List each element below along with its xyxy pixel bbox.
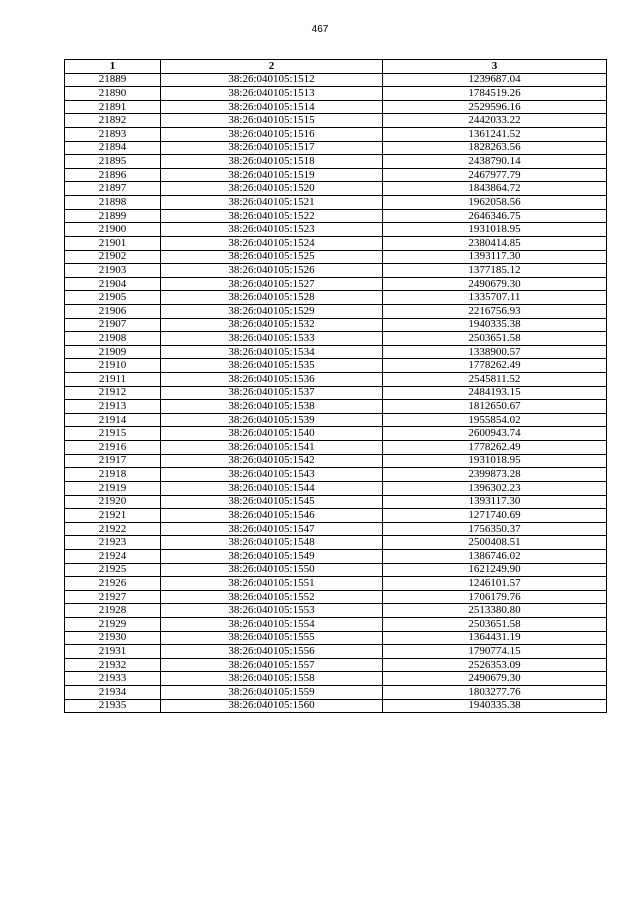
row-number-cell: 21931 [65, 645, 161, 659]
value-cell: 2484193.15 [383, 386, 607, 400]
table-row [65, 141, 607, 155]
value-cell: 1955854.02 [383, 413, 607, 427]
value-cell: 2503651.58 [383, 332, 607, 346]
row-number-cell: 21897 [65, 182, 161, 196]
column-header-1: 1 [65, 60, 161, 74]
table-row [65, 645, 607, 659]
row-number-cell: 21918 [65, 468, 161, 482]
row-number-cell: 21932 [65, 658, 161, 672]
table-row [65, 549, 607, 563]
cadastral-number-cell: 38:26:040105:1526 [161, 264, 383, 278]
cadastral-number-cell: 38:26:040105:1529 [161, 304, 383, 318]
table-row [65, 345, 607, 359]
row-number-cell: 21926 [65, 577, 161, 591]
value-cell: 1377185.12 [383, 264, 607, 278]
table-row [65, 318, 607, 332]
cadastral-number-cell: 38:26:040105:1553 [161, 604, 383, 618]
table-row [65, 441, 607, 455]
value-cell: 1335707.11 [383, 291, 607, 305]
cadastral-number-cell: 38:26:040105:1518 [161, 155, 383, 169]
table-row [65, 536, 607, 550]
table-row [65, 182, 607, 196]
table-row [65, 563, 607, 577]
value-cell: 1386746.02 [383, 549, 607, 563]
cadastral-number-cell: 38:26:040105:1535 [161, 359, 383, 373]
row-number-cell: 21935 [65, 699, 161, 713]
table-row [65, 264, 607, 278]
value-cell: 1790774.15 [383, 645, 607, 659]
cadastral-number-cell: 38:26:040105:1538 [161, 400, 383, 414]
cadastral-number-cell: 38:26:040105:1524 [161, 236, 383, 250]
cadastral-number-cell: 38:26:040105:1546 [161, 509, 383, 523]
row-number-cell: 21902 [65, 250, 161, 264]
cadastral-number-cell: 38:26:040105:1559 [161, 686, 383, 700]
row-number-cell: 21919 [65, 481, 161, 495]
value-cell: 1812650.67 [383, 400, 607, 414]
row-number-cell: 21908 [65, 332, 161, 346]
value-cell: 1361241.52 [383, 128, 607, 142]
cadastral-number-cell: 38:26:040105:1525 [161, 250, 383, 264]
cadastral-number-cell: 38:26:040105:1533 [161, 332, 383, 346]
value-cell: 1828263.56 [383, 141, 607, 155]
cadastral-number-cell: 38:26:040105:1548 [161, 536, 383, 550]
row-number-cell: 21896 [65, 168, 161, 182]
value-cell: 1393117.30 [383, 495, 607, 509]
row-number-cell: 21914 [65, 413, 161, 427]
value-cell: 2490679.30 [383, 277, 607, 291]
value-cell: 2399873.28 [383, 468, 607, 482]
row-number-cell: 21934 [65, 686, 161, 700]
cadastral-number-cell: 38:26:040105:1541 [161, 441, 383, 455]
row-number-cell: 21913 [65, 400, 161, 414]
row-number-cell: 21892 [65, 114, 161, 128]
row-number-cell: 21920 [65, 495, 161, 509]
value-cell: 2646346.75 [383, 209, 607, 223]
cadastral-number-cell: 38:26:040105:1556 [161, 645, 383, 659]
row-number-cell: 21927 [65, 590, 161, 604]
row-number-cell: 21901 [65, 236, 161, 250]
value-cell: 2503651.58 [383, 617, 607, 631]
value-cell: 2380414.85 [383, 236, 607, 250]
cadastral-number-cell: 38:26:040105:1544 [161, 481, 383, 495]
table-row [65, 386, 607, 400]
table-row [65, 454, 607, 468]
table-row [65, 73, 607, 87]
table-row [65, 250, 607, 264]
row-number-cell: 21917 [65, 454, 161, 468]
cadastral-number-cell: 38:26:040105:1545 [161, 495, 383, 509]
cadastral-number-cell: 38:26:040105:1534 [161, 345, 383, 359]
table-header [65, 60, 607, 74]
value-cell: 1364431.19 [383, 631, 607, 645]
page-number: 467 [311, 24, 329, 35]
table-row [65, 617, 607, 631]
table-row [65, 468, 607, 482]
table-row [65, 332, 607, 346]
row-number-cell: 21909 [65, 345, 161, 359]
row-number-cell: 21900 [65, 223, 161, 237]
row-number-cell: 21898 [65, 196, 161, 210]
table-row [65, 168, 607, 182]
value-cell: 1396302.23 [383, 481, 607, 495]
table-row [65, 100, 607, 114]
cadastral-number-cell: 38:26:040105:1523 [161, 223, 383, 237]
cadastral-number-cell: 38:26:040105:1543 [161, 468, 383, 482]
value-cell: 1621249.90 [383, 563, 607, 577]
value-cell: 2467977.79 [383, 168, 607, 182]
column-header-3: 3 [383, 60, 607, 74]
table-row [65, 277, 607, 291]
row-number-cell: 21923 [65, 536, 161, 550]
value-cell: 2526353.09 [383, 658, 607, 672]
table-row [65, 577, 607, 591]
table-row [65, 481, 607, 495]
cadastral-number-cell: 38:26:040105:1528 [161, 291, 383, 305]
value-cell: 1246101.57 [383, 577, 607, 591]
table-row [65, 291, 607, 305]
table-row [65, 236, 607, 250]
value-cell: 1393117.30 [383, 250, 607, 264]
table-row [65, 209, 607, 223]
row-number-cell: 21924 [65, 549, 161, 563]
value-cell: 1778262.49 [383, 441, 607, 455]
value-cell: 1931018.95 [383, 454, 607, 468]
value-cell: 1706179.76 [383, 590, 607, 604]
table-row [65, 495, 607, 509]
cadastral-number-cell: 38:26:040105:1512 [161, 73, 383, 87]
row-number-cell: 21895 [65, 155, 161, 169]
cadastral-number-cell: 38:26:040105:1515 [161, 114, 383, 128]
value-cell: 1962058.56 [383, 196, 607, 210]
table-row [65, 373, 607, 387]
row-number-cell: 21933 [65, 672, 161, 686]
value-cell: 1784519.26 [383, 87, 607, 101]
cadastral-number-cell: 38:26:040105:1542 [161, 454, 383, 468]
table-row [65, 658, 607, 672]
table-row [65, 114, 607, 128]
row-number-cell: 21910 [65, 359, 161, 373]
value-cell: 1940335.38 [383, 318, 607, 332]
row-number-cell: 21916 [65, 441, 161, 455]
cadastral-number-cell: 38:26:040105:1521 [161, 196, 383, 210]
row-number-cell: 21893 [65, 128, 161, 142]
table-row [65, 509, 607, 523]
row-number-cell: 21899 [65, 209, 161, 223]
cadastral-number-cell: 38:26:040105:1522 [161, 209, 383, 223]
row-number-cell: 21907 [65, 318, 161, 332]
table-row [65, 155, 607, 169]
table-row [65, 631, 607, 645]
table-row [65, 672, 607, 686]
row-number-cell: 21890 [65, 87, 161, 101]
cadastral-number-cell: 38:26:040105:1519 [161, 168, 383, 182]
cadastral-number-cell: 38:26:040105:1550 [161, 563, 383, 577]
row-number-cell: 21905 [65, 291, 161, 305]
cadastral-number-cell: 38:26:040105:1547 [161, 522, 383, 536]
table-row [65, 223, 607, 237]
row-number-cell: 21922 [65, 522, 161, 536]
table-row [65, 604, 607, 618]
value-cell: 2216756.93 [383, 304, 607, 318]
value-cell: 1271740.69 [383, 509, 607, 523]
table-row [65, 413, 607, 427]
value-cell: 2500408.51 [383, 536, 607, 550]
cadastral-number-cell: 38:26:040105:1536 [161, 373, 383, 387]
cadastral-number-cell: 38:26:040105:1554 [161, 617, 383, 631]
cadastral-number-cell: 38:26:040105:1558 [161, 672, 383, 686]
cadastral-number-cell: 38:26:040105:1549 [161, 549, 383, 563]
table-row [65, 304, 607, 318]
value-cell: 1338900.57 [383, 345, 607, 359]
value-cell: 1843864.72 [383, 182, 607, 196]
row-number-cell: 21911 [65, 373, 161, 387]
cadastral-number-cell: 38:26:040105:1532 [161, 318, 383, 332]
value-cell: 2545811.52 [383, 373, 607, 387]
table-row [65, 400, 607, 414]
row-number-cell: 21929 [65, 617, 161, 631]
data-table [64, 59, 607, 713]
value-cell: 1803277.76 [383, 686, 607, 700]
table-row [65, 87, 607, 101]
table-row [65, 359, 607, 373]
value-cell: 1778262.49 [383, 359, 607, 373]
column-header-2: 2 [161, 60, 383, 74]
cadastral-number-cell: 38:26:040105:1514 [161, 100, 383, 114]
row-number-cell: 21904 [65, 277, 161, 291]
row-number-cell: 21912 [65, 386, 161, 400]
value-cell: 1940335.38 [383, 699, 607, 713]
value-cell: 1931018.95 [383, 223, 607, 237]
cadastral-number-cell: 38:26:040105:1513 [161, 87, 383, 101]
value-cell: 1239687.04 [383, 73, 607, 87]
cadastral-number-cell: 38:26:040105:1560 [161, 699, 383, 713]
table-body [65, 73, 607, 713]
cadastral-number-cell: 38:26:040105:1555 [161, 631, 383, 645]
cadastral-number-cell: 38:26:040105:1520 [161, 182, 383, 196]
cadastral-number-cell: 38:26:040105:1517 [161, 141, 383, 155]
value-cell: 2529596.16 [383, 100, 607, 114]
value-cell: 1756350.37 [383, 522, 607, 536]
cadastral-number-cell: 38:26:040105:1551 [161, 577, 383, 591]
value-cell: 2600943.74 [383, 427, 607, 441]
table-row [65, 590, 607, 604]
value-cell: 2442033.22 [383, 114, 607, 128]
row-number-cell: 21915 [65, 427, 161, 441]
table-row [65, 686, 607, 700]
value-cell: 2490679.30 [383, 672, 607, 686]
value-cell: 2513380.80 [383, 604, 607, 618]
row-number-cell: 21925 [65, 563, 161, 577]
table-row [65, 427, 607, 441]
row-number-cell: 21903 [65, 264, 161, 278]
cadastral-number-cell: 38:26:040105:1516 [161, 128, 383, 142]
cadastral-number-cell: 38:26:040105:1539 [161, 413, 383, 427]
table-row [65, 522, 607, 536]
header-row [65, 60, 607, 74]
cadastral-number-cell: 38:26:040105:1527 [161, 277, 383, 291]
row-number-cell: 21921 [65, 509, 161, 523]
row-number-cell: 21889 [65, 73, 161, 87]
row-number-cell: 21906 [65, 304, 161, 318]
row-number-cell: 21930 [65, 631, 161, 645]
cadastral-number-cell: 38:26:040105:1537 [161, 386, 383, 400]
cadastral-number-cell: 38:26:040105:1552 [161, 590, 383, 604]
cadastral-number-cell: 38:26:040105:1540 [161, 427, 383, 441]
table-row [65, 699, 607, 713]
value-cell: 2438790.14 [383, 155, 607, 169]
table-row [65, 196, 607, 210]
row-number-cell: 21928 [65, 604, 161, 618]
row-number-cell: 21891 [65, 100, 161, 114]
row-number-cell: 21894 [65, 141, 161, 155]
cadastral-number-cell: 38:26:040105:1557 [161, 658, 383, 672]
table-row [65, 128, 607, 142]
